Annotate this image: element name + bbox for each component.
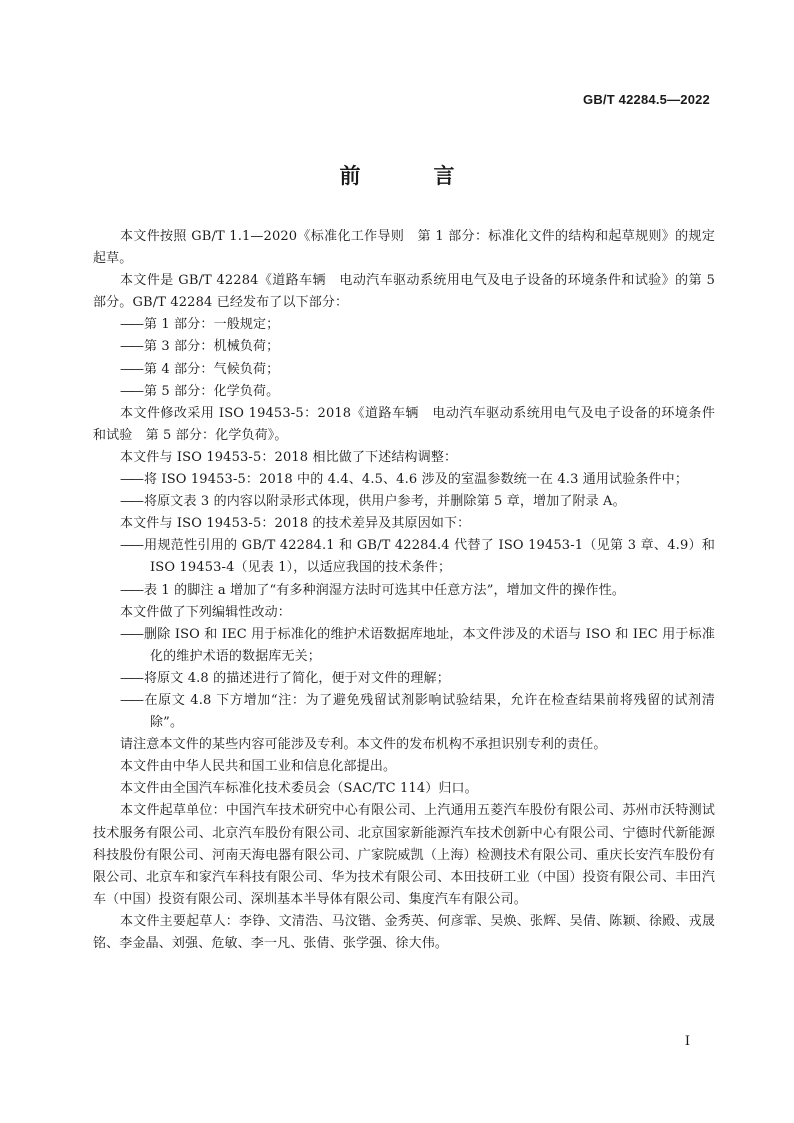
list-item xyxy=(93,580,715,602)
dash-marker: —— xyxy=(120,582,142,598)
dash-marker: —— xyxy=(120,472,142,488)
list-item-text: 第 1 部分：一般规定； xyxy=(144,317,280,333)
list-item-text: 第 3 部分：机械负荷； xyxy=(144,339,280,355)
dash-marker: —— xyxy=(120,626,142,642)
list-item-text: 删除 ISO 和 IEC 用于标准化的维护术语数据库地址，本文件涉及的术语与 ISO 和 IEC 用于标准化的维护术语的数据库无关； xyxy=(144,626,715,664)
dash-marker: —— xyxy=(120,361,142,377)
dash-marker: —— xyxy=(120,692,142,708)
list-item xyxy=(93,690,715,734)
dash-marker: —— xyxy=(120,494,142,510)
paragraph: 本文件由中华人民共和国工业和信息化部提出。 xyxy=(120,759,397,775)
paragraph: 本文件按照 GB/T 1.1—2020《标准化工作导则 第 1 部分：标准化文件的结构和起草规则》的规定起草。 xyxy=(93,229,715,267)
dash-marker: —— xyxy=(120,339,142,355)
list-item xyxy=(93,624,715,668)
paragraph: 本文件是 GB/T 42284《道路车辆 电动汽车驱动系统用电气及电子设备的环境条件和试验》的第 5 部分。GB/T 42284 已经发布了以下部分： xyxy=(93,273,715,311)
page-title: 前 言 xyxy=(339,164,481,188)
page-number: I xyxy=(684,1034,690,1049)
list-item-text: 将原文 4.8 的描述进行了简化，便于对文件的理解； xyxy=(144,670,450,686)
paragraph: 本文件起草单位：中国汽车技术研究中心有限公司、上汽通用五菱汽车股份有限公司、苏州市沃特测试技术服务有限公司、北京汽车股份有限公司、北京国家新能源汽车技术创新中心有限公司、宁德时代新能源科技股份有限公司、河南天海电器有限公司、广家院威凯（上海）检测技术有限公司、重庆长安汽车股份有限公司、北京车和家汽车科技有限公司、华为技术有限公司、本田技研工业（中国）投资有限公司、丰田汽车（中国）投资有限公司、深圳基本半导体有限公司、集度汽车有限公司。 xyxy=(93,803,715,907)
paragraph: 本文件与 ISO 19453-5：2018 相比做了下述结构调整： xyxy=(120,449,458,465)
list-item xyxy=(93,535,715,579)
list-item-text: 用规范性引用的 GB/T 42284.1 和 GB/T 42284.4 代替了 ISO 19453-1（见第 3 章、4.9）和 ISO 19453-4（见表 1），以适应我国的技术条件； xyxy=(144,538,715,576)
foreword-body xyxy=(93,226,715,955)
dash-marker: —— xyxy=(120,383,142,399)
standard-number: GB/T 42284.5—2022 xyxy=(583,92,710,107)
list-item xyxy=(93,336,715,358)
list-item xyxy=(93,314,715,336)
paragraph: 本文件由全国汽车标准化技术委员会（SAC/TC 114）归口。 xyxy=(120,781,478,797)
list-item-text: 将 ISO 19453-5：2018 中的 4.4、4.5、4.6 涉及的室温参数统一在 4.3 通用试验条件中； xyxy=(144,472,688,488)
list-item xyxy=(93,668,715,690)
paragraph: 本文件主要起草人：李铮、文清浩、马汶锴、金秀英、何彦霏、吴焕、张辉、吴倩、陈颖、徐殿、戎晟铭、李金晶、刘强、危敏、李一凡、张倩、张学强、徐大伟。 xyxy=(93,913,715,951)
dash-marker: —— xyxy=(120,538,142,554)
list-item-text: 将原文表 3 的内容以附录形式体现，供用户参考，并删除第 5 章，增加了附录 A。 xyxy=(144,494,626,510)
paragraph: 本文件做了下列编辑性改动： xyxy=(120,604,291,620)
list-item xyxy=(93,381,715,403)
list-item-text: 第 4 部分：气候负荷； xyxy=(144,361,280,377)
list-item-text: 在原文 4.8 下方增加“注：为了避免残留试剂影响试验结果，允许在检查结果前将残留的试剂清除”。 xyxy=(144,692,715,731)
dash-marker: —— xyxy=(120,317,142,333)
list-item xyxy=(93,359,715,381)
dash-marker: —— xyxy=(120,670,142,686)
list-item-text: 第 5 部分：化学负荷。 xyxy=(144,383,280,399)
paragraph: 本文件与 ISO 19453-5：2018 的技术差异及其原因如下： xyxy=(120,516,471,532)
list-item xyxy=(93,469,715,491)
list-item xyxy=(93,491,715,513)
paragraph: 请注意本文件的某些内容可能涉及专利。本文件的发布机构不承担识别专利的责任。 xyxy=(120,737,607,753)
list-item-text: 表 1 的脚注 a 增加了“有多种润湿方法时可选其中任意方法”，增加文件的操作性。 xyxy=(144,582,625,598)
paragraph: 本文件修改采用 ISO 19453-5：2018《道路车辆 电动汽车驱动系统用电气及电子设备的环境条件和试验 第 5 部分：化学负荷》。 xyxy=(93,405,715,443)
